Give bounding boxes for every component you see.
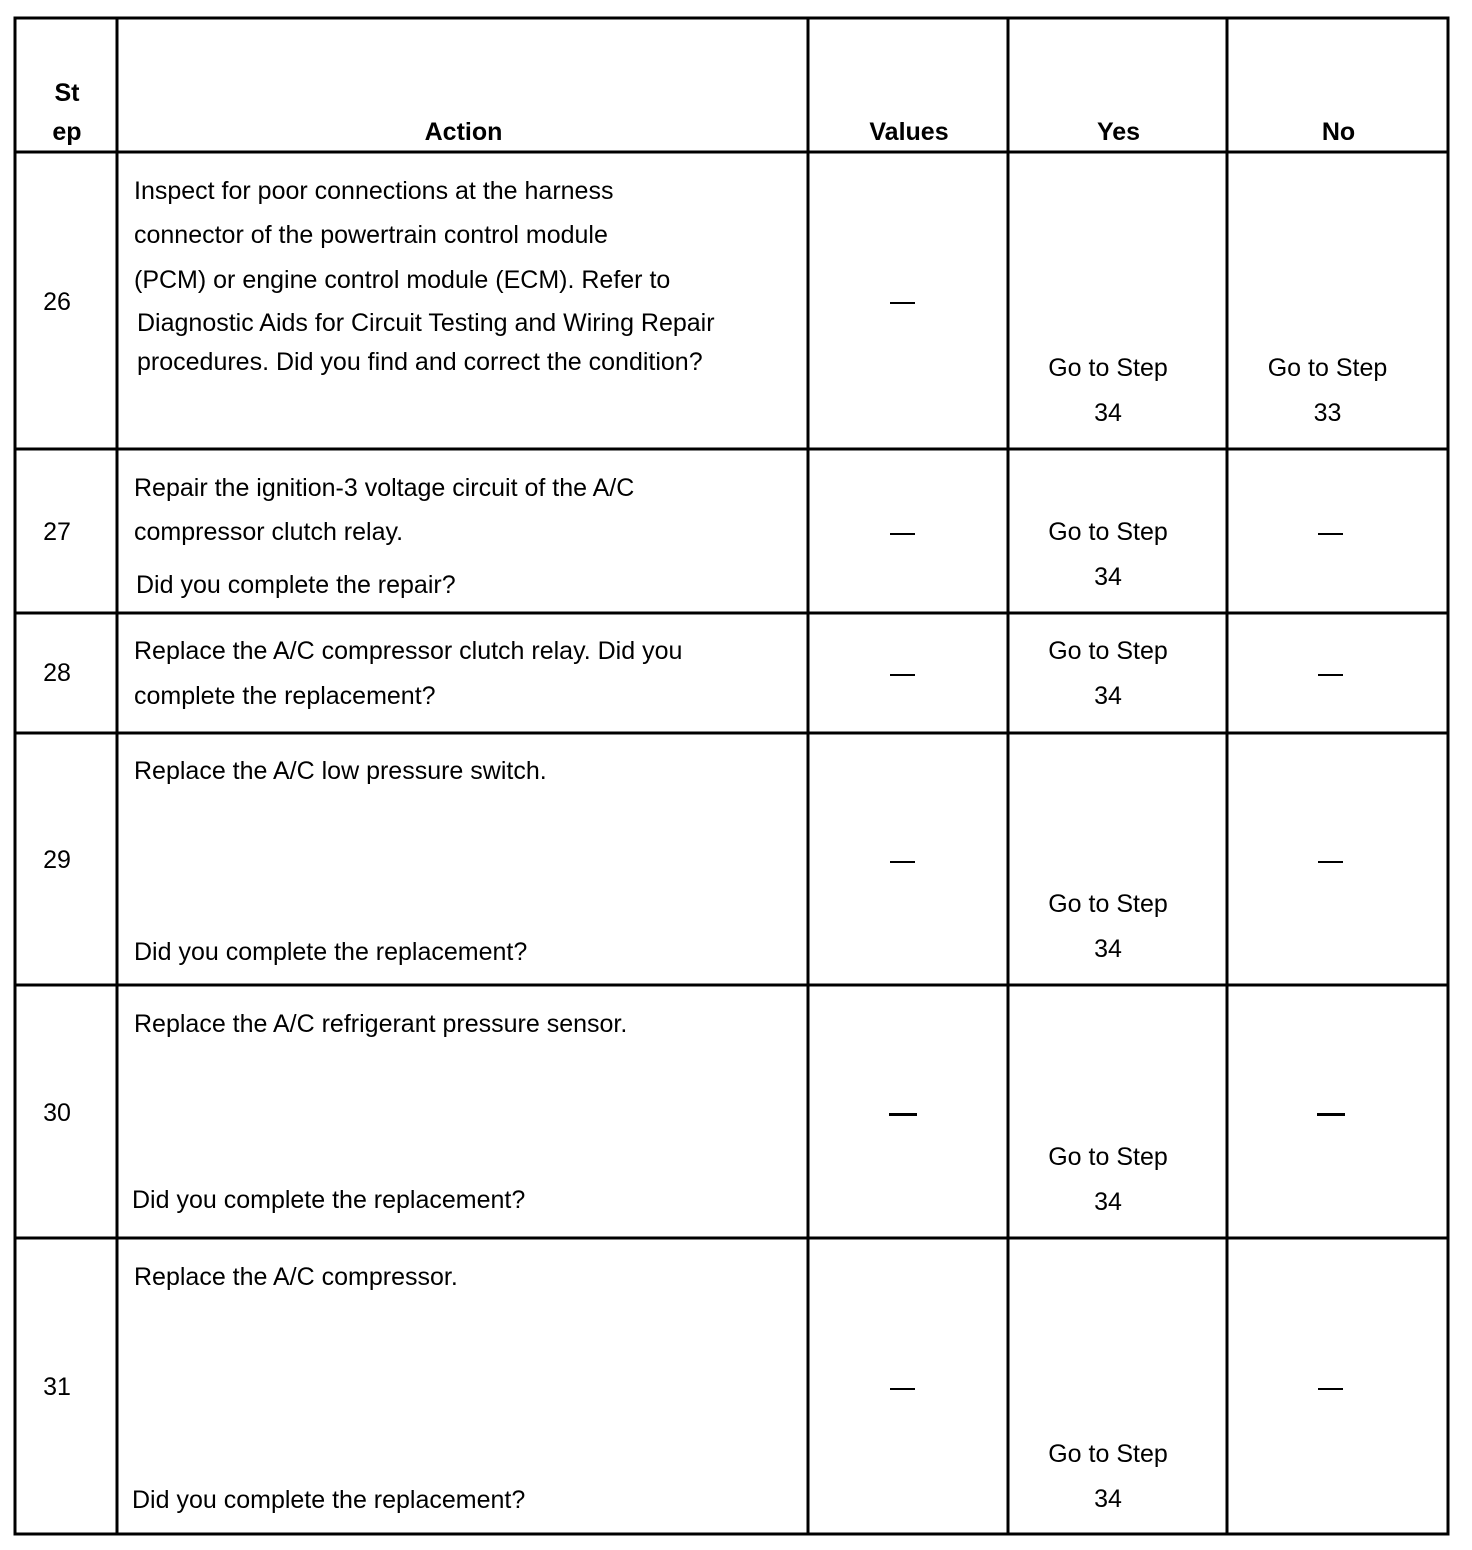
action-text: Did you complete the replacement? (132, 1486, 526, 1514)
yes-step-number: 34 (1094, 1485, 1122, 1513)
yes-go-to-step: Go to Step (1048, 354, 1168, 382)
action-text: Replace the A/C compressor. (134, 1263, 458, 1291)
no-go-to-step: Go to Step (1267, 354, 1388, 382)
action-text: Did you complete the replacement? (132, 1186, 526, 1214)
values-dash (889, 1113, 917, 1116)
action-text: (PCM) or engine control module (ECM). Refer to (134, 266, 671, 294)
header-values: Values (869, 118, 949, 146)
yes-step-number: 34 (1094, 682, 1122, 710)
no-dash (1318, 674, 1343, 676)
header-step-continued: ep (52, 118, 82, 146)
action-text: procedures. Did you find and correct the condition? (137, 348, 703, 376)
yes-go-to-step: Go to Step (1048, 1143, 1168, 1171)
values-dash (890, 1388, 915, 1390)
action-text: Inspect for poor connections at the harness (134, 177, 614, 205)
yes-go-to-step: Go to Step (1048, 637, 1168, 665)
action-text: Replace the A/C compressor clutch relay. Did you (134, 637, 683, 665)
values-dash (890, 302, 915, 304)
action-text: complete the replacement? (134, 682, 436, 710)
no-dash (1318, 1388, 1343, 1390)
action-text: Diagnostic Aids for Circuit Testing and Wiring Repair (137, 309, 715, 337)
step-number: 31 (43, 1373, 71, 1401)
action-text: Replace the A/C refrigerant pressure sensor. (134, 1010, 628, 1038)
no-dash (1317, 1113, 1345, 1116)
header-step: St (54, 79, 80, 107)
action-text: compressor clutch relay. (134, 518, 404, 546)
action-text: Repair the ignition-3 voltage circuit of the A/C (134, 474, 635, 502)
action-text: connector of the powertrain control module (134, 221, 608, 249)
values-dash (890, 533, 915, 535)
values-dash (890, 674, 915, 676)
yes-step-number: 34 (1094, 399, 1122, 427)
no-step-number: 33 (1313, 399, 1342, 427)
action-text: Did you complete the replacement? (134, 938, 528, 966)
step-number: 30 (43, 1099, 71, 1127)
header-no: No (1321, 118, 1356, 146)
action-text: Did you complete the repair? (136, 571, 456, 599)
action-text: Replace the A/C low pressure switch. (134, 757, 547, 785)
yes-go-to-step: Go to Step (1048, 1440, 1168, 1468)
yes-go-to-step: Go to Step (1048, 890, 1168, 918)
header-action: Action (424, 118, 503, 146)
step-number: 28 (43, 659, 71, 687)
yes-step-number: 34 (1094, 935, 1122, 963)
header-yes: Yes (1096, 118, 1141, 146)
yes-go-to-step: Go to Step (1048, 518, 1168, 546)
no-dash (1318, 861, 1343, 863)
no-dash (1318, 533, 1343, 535)
yes-step-number: 34 (1094, 1188, 1122, 1216)
values-dash (890, 861, 915, 863)
step-number: 27 (43, 518, 71, 546)
yes-step-number: 34 (1094, 563, 1122, 591)
step-number: 26 (43, 288, 71, 316)
step-number: 29 (43, 846, 71, 874)
